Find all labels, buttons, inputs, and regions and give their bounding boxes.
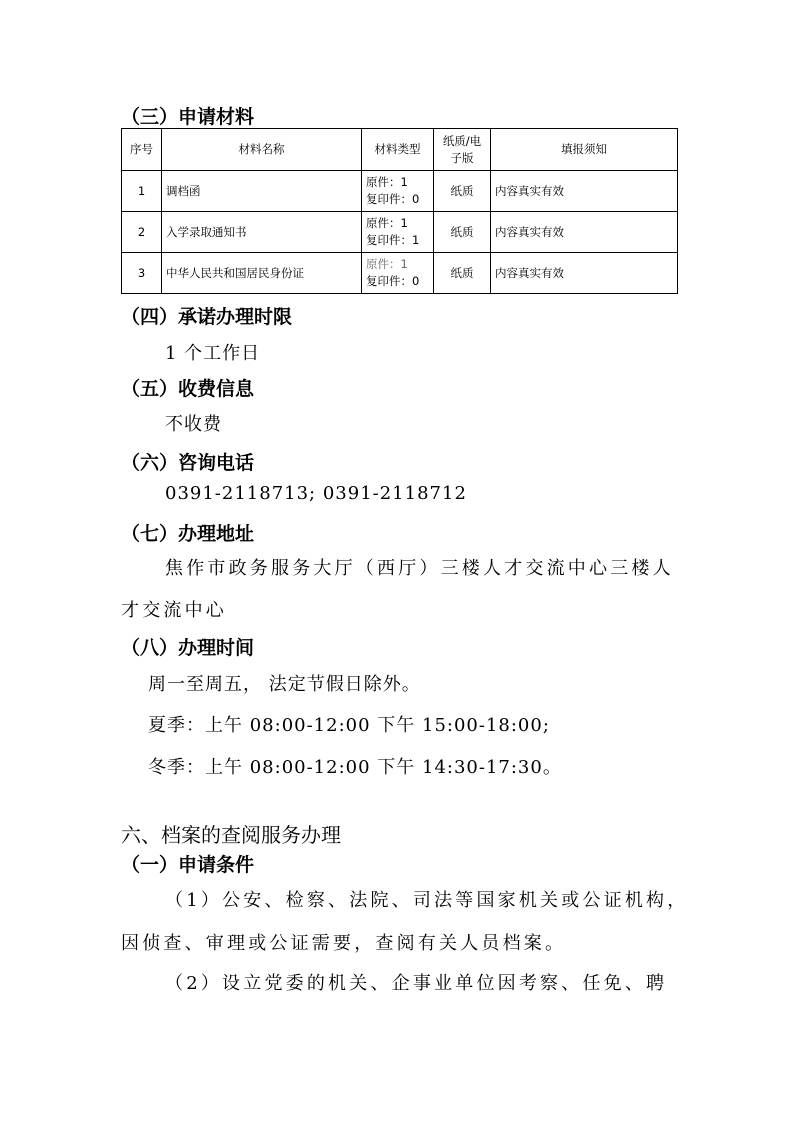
row-type-copy: 复印件：1 [366, 233, 420, 247]
materials-table [121, 128, 678, 294]
row-type [362, 171, 434, 212]
col-header-name: 材料名称 [162, 129, 362, 171]
row-index: 2 [122, 212, 162, 253]
row-type-original: 原件：1 [366, 216, 408, 230]
row-medium: 纸质 [434, 253, 491, 294]
address-line-1: 焦作市政务服务大厅（西厅）三楼人才交流中心三楼人 [165, 558, 674, 579]
section-heading-conditions: （一）申请条件 [121, 854, 255, 876]
section-heading-address: （七）办理地址 [121, 523, 255, 545]
table-header-row [122, 129, 678, 171]
row-index: 1 [122, 171, 162, 212]
part-title-archive-query: 六、档案的查阅服务办理 [121, 823, 341, 847]
row-medium: 纸质 [434, 171, 491, 212]
row-type-original: 原件：1 [366, 257, 408, 271]
row-type-copy: 复印件：0 [366, 274, 420, 288]
section-heading-materials: （三）申请材料 [121, 106, 255, 128]
row-name: 调档函 [162, 171, 362, 212]
row-type [362, 212, 434, 253]
fees-text: 不收费 [165, 414, 222, 435]
section-heading-time-limit: （四）承诺办理时限 [121, 306, 293, 328]
phone-text: 0391-2118713; 0391-2118712 [165, 483, 467, 504]
section-heading-hours: （八）办理时间 [121, 637, 255, 659]
hours-line-1: 周一至周五， 法定节假日除外。 [148, 674, 421, 695]
row-medium: 纸质 [434, 212, 491, 253]
row-type-original: 原件：1 [366, 175, 408, 189]
row-note: 内容真实有效 [491, 171, 678, 212]
condition-2-line-1: （2）设立党委的机关、企事业单位因考察、任免、聘 [165, 973, 668, 994]
condition-1-line-1: （1）公安、检察、法院、司法等国家机关或公证机构， [165, 890, 689, 911]
table-row [122, 253, 678, 294]
col-header-medium: 纸质/电子版 [434, 129, 491, 171]
row-type [362, 253, 434, 294]
section-heading-fees: （五）收费信息 [121, 378, 255, 400]
table-row [122, 171, 678, 212]
col-header-type: 材料类型 [362, 129, 434, 171]
section-heading-phone: （六）咨询电话 [121, 452, 255, 474]
time-limit-text: 1 个工作日 [165, 343, 261, 364]
table-row [122, 212, 678, 253]
hours-line-summer: 夏季：上午 08:00-12:00 下午 15:00-18:00; [148, 715, 550, 736]
row-name: 入学录取通知书 [162, 212, 362, 253]
row-note: 内容真实有效 [491, 253, 678, 294]
hours-line-winter: 冬季：上午 08:00-12:00 下午 14:30-17:30。 [148, 757, 562, 778]
col-header-note: 填报须知 [491, 129, 678, 171]
condition-1-line-2: 因侦查、审理或公证需要，查阅有关人员档案。 [121, 933, 567, 954]
row-type-copy: 复印件：0 [366, 192, 420, 206]
col-header-index: 序号 [122, 129, 162, 171]
row-note: 内容真实有效 [491, 212, 678, 253]
row-index: 3 [122, 253, 162, 294]
address-line-2: 才交流中心 [121, 600, 227, 621]
row-name: 中华人民共和国居民身份证 [162, 253, 362, 294]
